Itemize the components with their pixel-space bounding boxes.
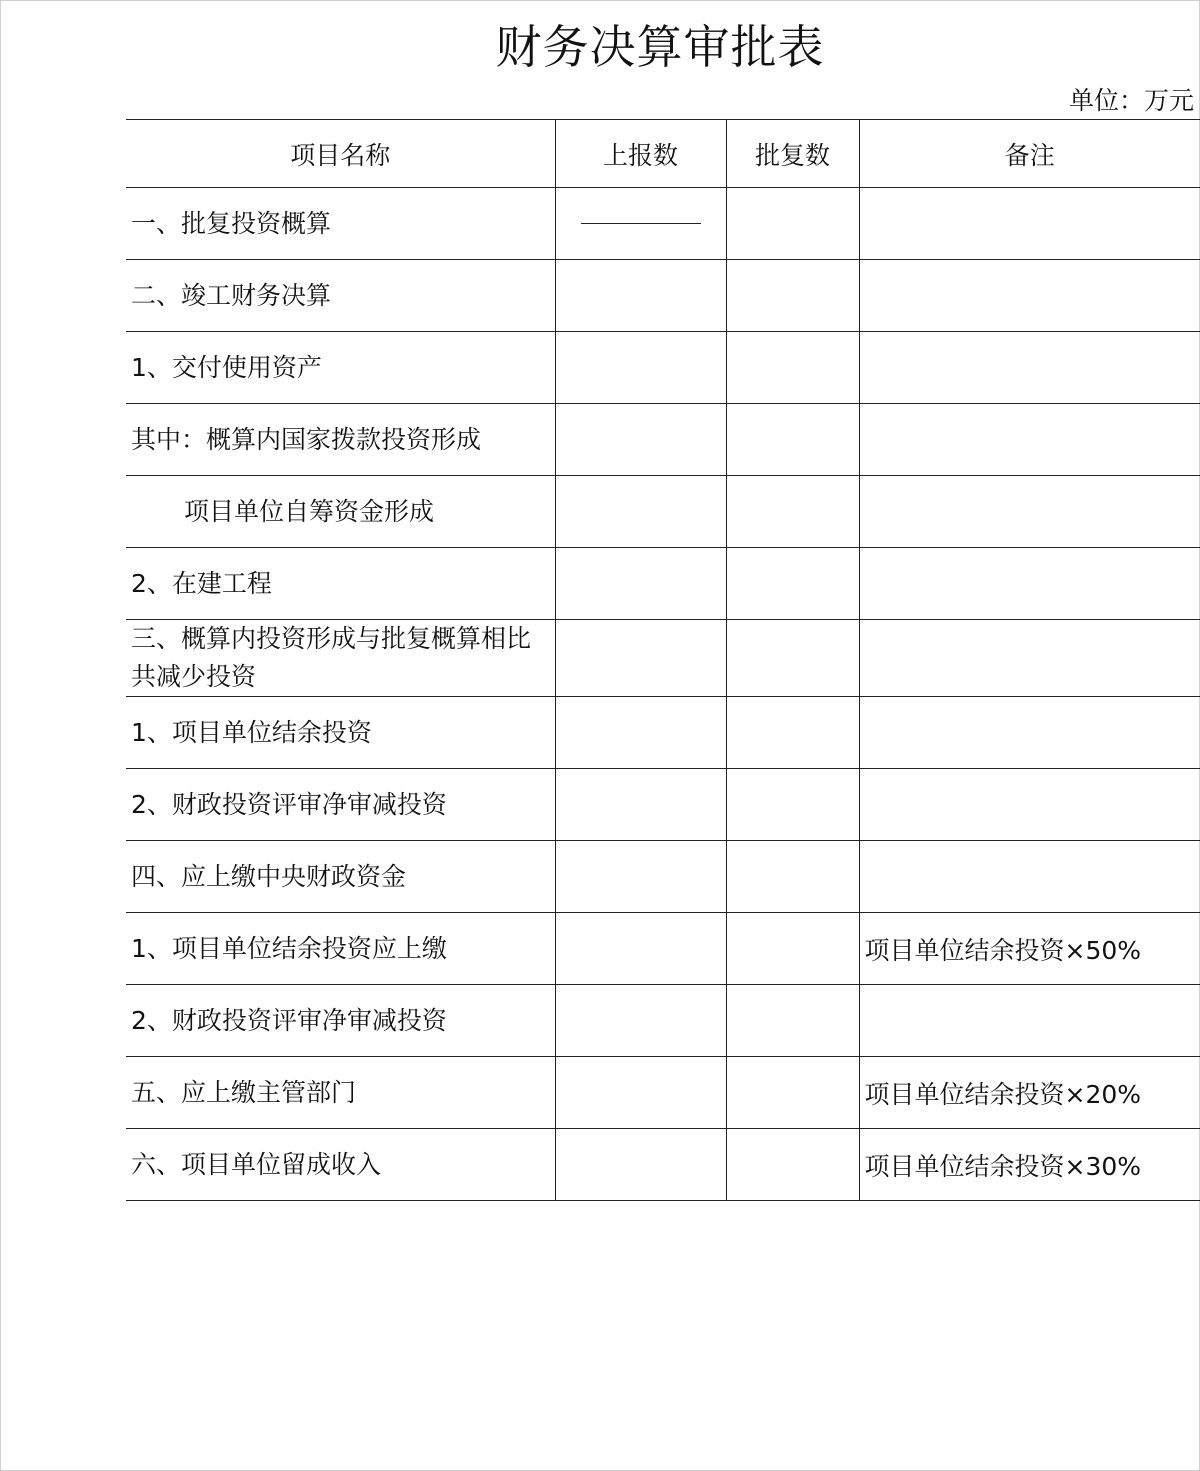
remarks-cell[interactable]: 项目单位结余投资×30% (859, 1129, 1200, 1201)
approved-cell[interactable] (726, 476, 859, 548)
header-row (126, 120, 1200, 188)
item-name-cell: 五、应上缴主管部门 (126, 1057, 555, 1129)
table-body (126, 188, 1200, 1201)
remarks-cell[interactable] (859, 476, 1200, 548)
approved-cell[interactable] (726, 260, 859, 332)
approved-cell[interactable] (726, 769, 859, 841)
approved-cell[interactable] (726, 332, 859, 404)
item-name-cell: 其中：概算内国家拨款投资形成 (126, 404, 555, 476)
header-item-name: 项目名称 (126, 120, 555, 188)
item-name-cell: 1、交付使用资产 (126, 332, 555, 404)
reported-cell[interactable] (555, 769, 726, 841)
remarks-cell[interactable] (859, 548, 1200, 620)
item-name-cell: 四、应上缴中央财政资金 (126, 841, 555, 913)
table-row (126, 769, 1200, 841)
approved-cell[interactable] (726, 548, 859, 620)
approved-cell[interactable] (726, 620, 859, 697)
item-name-cell: 1、项目单位结余投资 (126, 697, 555, 769)
header-approved: 批复数 (726, 120, 859, 188)
table-row (126, 985, 1200, 1057)
approved-cell[interactable] (726, 404, 859, 476)
reported-cell[interactable] (555, 260, 726, 332)
item-name-cell: 一、批复投资概算 (126, 188, 555, 260)
table-row (126, 1057, 1200, 1129)
item-name-cell: 三、概算内投资形成与批复概算相比共减少投资 (126, 620, 555, 697)
item-name-cell: 1、项目单位结余投资应上缴 (126, 913, 555, 985)
table-row (126, 620, 1200, 697)
remarks-cell[interactable] (859, 332, 1200, 404)
table-row (126, 697, 1200, 769)
remarks-cell[interactable] (859, 841, 1200, 913)
item-name-cell: 六、项目单位留成收入 (126, 1129, 555, 1201)
table-row (126, 548, 1200, 620)
remarks-cell[interactable] (859, 188, 1200, 260)
remarks-cell[interactable]: 项目单位结余投资×50% (859, 913, 1200, 985)
reported-cell[interactable] (555, 620, 726, 697)
table-row (126, 913, 1200, 985)
reported-cell[interactable] (555, 476, 726, 548)
item-name-cell: 二、竣工财务决算 (126, 260, 555, 332)
remarks-cell[interactable] (859, 697, 1200, 769)
remarks-cell[interactable] (859, 404, 1200, 476)
approved-cell[interactable] (726, 985, 859, 1057)
reported-cell[interactable] (555, 1057, 726, 1129)
reported-cell[interactable] (555, 188, 726, 260)
approved-cell[interactable] (726, 188, 859, 260)
document-title: 财务决算审批表 (495, 20, 825, 74)
approved-cell[interactable] (726, 913, 859, 985)
item-name-cell: 项目单位自筹资金形成 (126, 476, 555, 548)
reported-cell[interactable] (555, 1129, 726, 1201)
reported-cell[interactable] (555, 332, 726, 404)
not-applicable-dash (581, 223, 701, 224)
approved-cell[interactable] (726, 1057, 859, 1129)
approved-cell[interactable] (726, 1129, 859, 1201)
reported-cell[interactable] (555, 985, 726, 1057)
table-row (126, 404, 1200, 476)
remarks-cell[interactable]: 项目单位结余投资×20% (859, 1057, 1200, 1129)
table-row (126, 332, 1200, 404)
item-name-cell: 2、在建工程 (126, 548, 555, 620)
table-row (126, 841, 1200, 913)
remarks-cell[interactable] (859, 769, 1200, 841)
approved-cell[interactable] (726, 841, 859, 913)
table-row (126, 1129, 1200, 1201)
table-row (126, 260, 1200, 332)
remarks-cell[interactable] (859, 260, 1200, 332)
reported-cell[interactable] (555, 697, 726, 769)
reported-cell[interactable] (555, 913, 726, 985)
header-reported: 上报数 (555, 120, 726, 188)
header-remarks: 备注 (859, 120, 1200, 188)
table-row (126, 476, 1200, 548)
reported-cell[interactable] (555, 841, 726, 913)
table-row (126, 188, 1200, 260)
unit-label: 单位：万元 (1068, 86, 1194, 115)
remarks-cell[interactable] (859, 620, 1200, 697)
approval-table (126, 119, 1200, 1201)
reported-cell[interactable] (555, 404, 726, 476)
approved-cell[interactable] (726, 697, 859, 769)
remarks-cell[interactable] (859, 985, 1200, 1057)
item-name-cell: 2、财政投资评审净审减投资 (126, 985, 555, 1057)
item-name-cell: 2、财政投资评审净审减投资 (126, 769, 555, 841)
reported-cell[interactable] (555, 548, 726, 620)
